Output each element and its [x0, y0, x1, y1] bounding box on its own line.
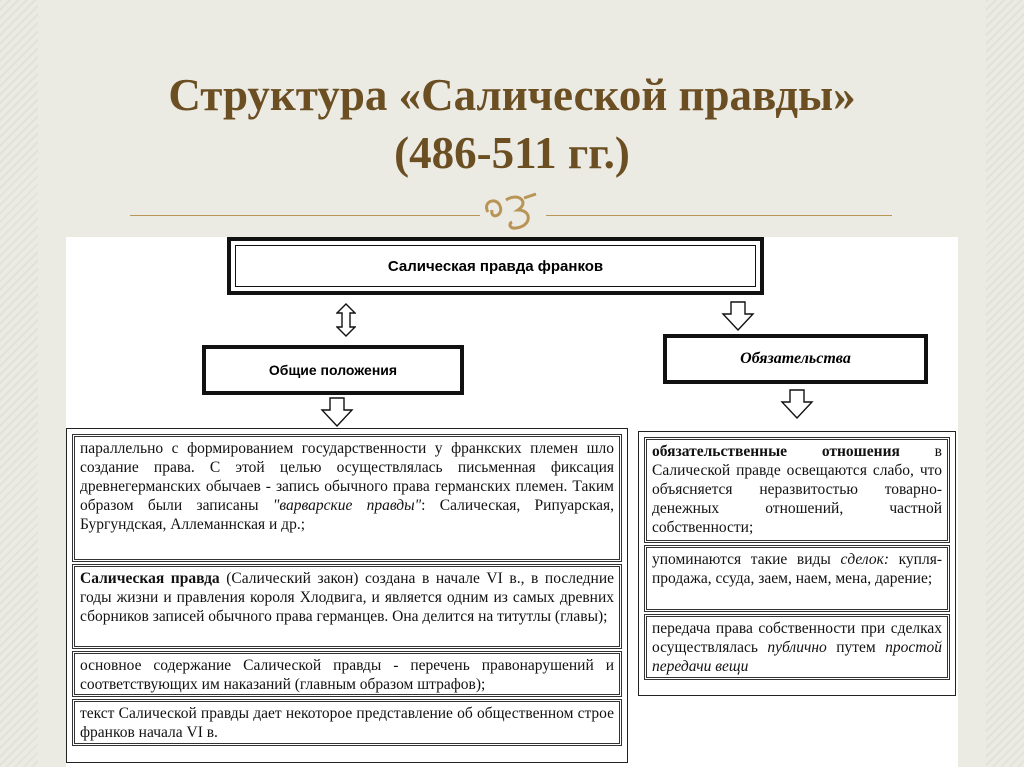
left-cell-3: основное содержание Салической правды - перечень правонарушений и соответствующих им наказаний (главным образом штрафов);: [72, 651, 622, 697]
left-header-label: Общие положения: [268, 362, 398, 378]
title-line-1: Структура «Салической правды»: [168, 70, 856, 120]
right-column: [638, 431, 956, 696]
left-column: [66, 428, 628, 763]
down-arrow-icon: [721, 301, 755, 331]
decorative-stripes-left: [0, 0, 38, 767]
left-cell-2: Салическая правда (Салический закон) создана в начале VI в., в последние годы жизни и правления короля Хлодвига, и является одним из самых древних сборников записей обычного права германцев. Она делится на титутлы (главы);: [72, 564, 622, 649]
right-cell-2: упоминаются такие виды сделок: купля-продажа, ссуда, заем, наем, мена, дарение;: [644, 545, 950, 612]
down-arrow-icon: [320, 397, 354, 427]
divider-line-left: [130, 215, 480, 216]
top-box-label: Салическая правда франков: [235, 245, 756, 287]
right-header-label: Обязательства: [740, 350, 851, 367]
double-arrow-icon: [336, 303, 356, 337]
left-header-box: [202, 345, 464, 395]
page-title: [60, 66, 964, 182]
flourish-ornament-icon: [478, 190, 548, 236]
title-line-2: (486-511 гг.): [394, 128, 630, 178]
left-cell-1: параллельно с формированием государственности у франкских племен шло создание права. С этой целью осуществлялась письменная фиксация древнегерманских обычаев - запись обычного права германских племен. Таким образом были записаны "варварские правды": Салическая, Рипуарская, Бургундская, Аллеманнская и др.;: [72, 434, 622, 562]
top-box: [227, 237, 764, 295]
divider-line-right: [546, 215, 892, 216]
decorative-stripes-right: [986, 0, 1024, 767]
down-arrow-icon: [780, 389, 814, 419]
right-header-box: [663, 334, 928, 384]
right-cell-1: обязательственные отношения в Салической правде освещаются слабо, что объясняется неразвитостью товарно-денежных отношений, частной собственности;: [644, 437, 950, 543]
left-cell-4: текст Салической правды дает некоторое представление об общественном строе франков начала VI в.: [72, 699, 622, 746]
diagram-slide: [66, 237, 958, 767]
right-cell-3: передача права собственности при сделках осуществлялась публично путем простой передачи вещи: [644, 614, 950, 680]
